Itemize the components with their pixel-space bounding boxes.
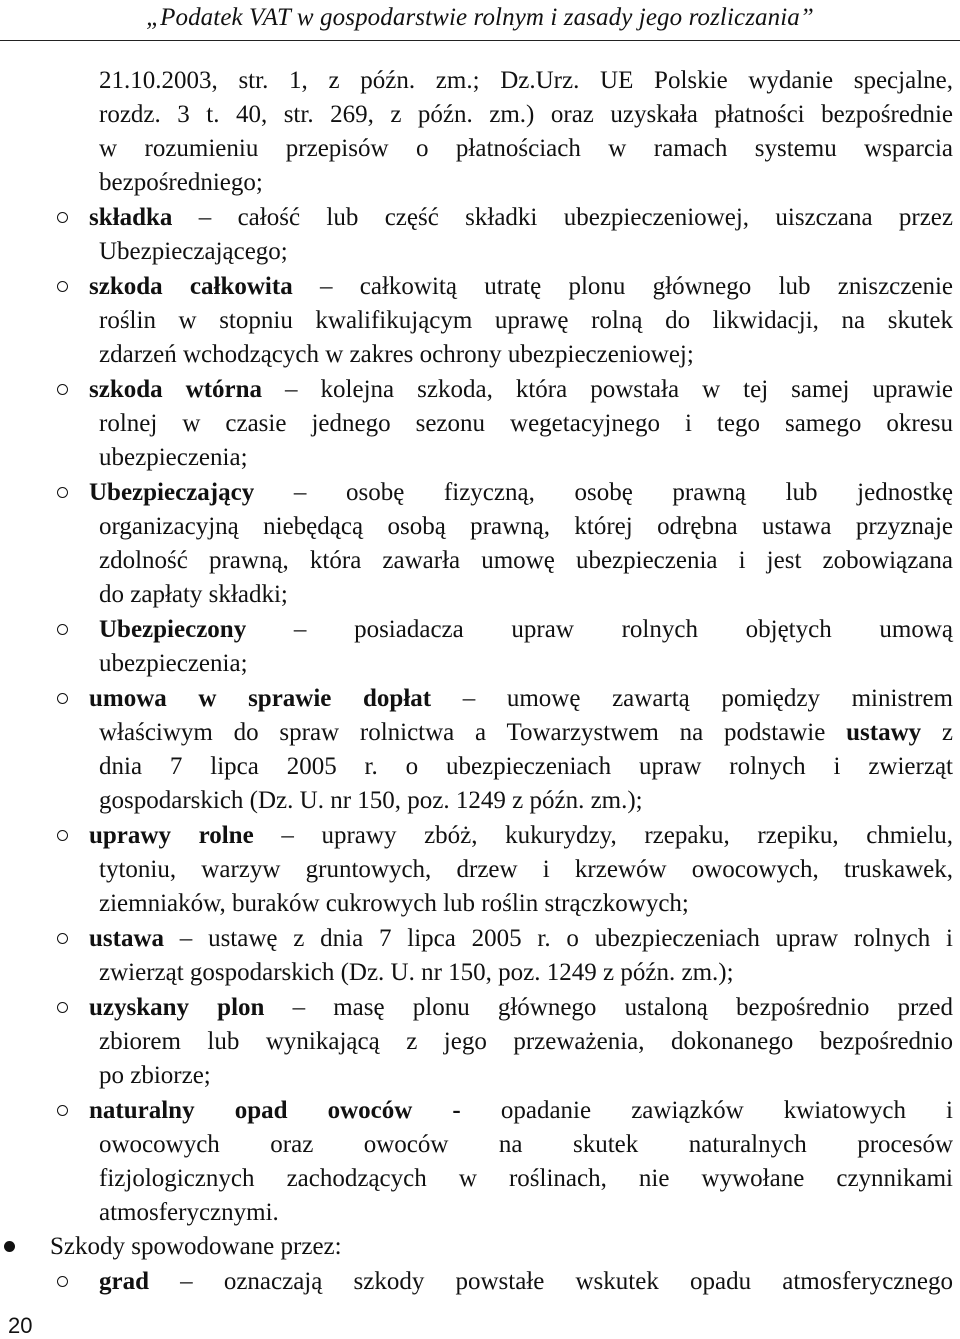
circle-bullet-icon bbox=[57, 1002, 68, 1013]
term: grad bbox=[99, 1268, 149, 1295]
definition-text: – masę plonu głównego ustaloną bezpośrednio przed bbox=[264, 994, 953, 1021]
definition-text: – oznaczają szkody powstałe wskutek opadu atmosferycznego bbox=[149, 1268, 953, 1295]
definition-szkoda-calkowita bbox=[89, 272, 953, 302]
definition-ubezpieczony bbox=[99, 615, 953, 645]
text-line: ziemniaków, buraków cukrowych lub roślin strączkowych; bbox=[99, 890, 689, 917]
text-line: zdarzeń wchodzących w zakres ochrony ubezpieczeniowej; bbox=[99, 341, 694, 368]
term: uzyskany plon bbox=[89, 994, 265, 1021]
text-line: gospodarskich (Dz. U. nr 150, poz. 1249 z późn. zm.); bbox=[99, 787, 643, 814]
text-line: zdolność prawną, która zawarła umowę ubezpieczenia i jest zobowiązana bbox=[99, 547, 953, 574]
term: szkoda całkowita bbox=[89, 273, 293, 300]
text-line: roślin w stopniu kwalifikującym uprawę rolną do likwidacji, na skutek bbox=[99, 307, 953, 334]
definition-uzyskany-plon bbox=[89, 993, 953, 1023]
circle-bullet-icon bbox=[57, 487, 68, 498]
definition-naturalny-opad bbox=[89, 1096, 953, 1126]
definition-umowa bbox=[89, 684, 953, 714]
text-line: dnia 7 lipca 2005 r. o ubezpieczeniach upraw rolnych i zwierząt bbox=[99, 753, 953, 780]
section-heading: Szkody spowodowane przez: bbox=[50, 1233, 342, 1260]
circle-bullet-icon bbox=[57, 281, 68, 292]
text-segment: z bbox=[921, 719, 953, 746]
term: składka bbox=[89, 204, 173, 231]
term-ustawy: ustawy bbox=[846, 719, 922, 746]
term: uprawy rolne bbox=[89, 822, 254, 849]
definition-skladka bbox=[89, 203, 953, 233]
definition-text: – umowę zawartą pomiędzy ministrem bbox=[431, 685, 953, 712]
circle-bullet-icon bbox=[57, 212, 68, 223]
definition-text: – całkowitą utratę plonu głównego lub zniszczenie bbox=[292, 273, 954, 300]
text-segment: właściwym do spraw rolnictwa a Towarzystwem na podstawie bbox=[99, 719, 847, 746]
circle-bullet-icon bbox=[57, 624, 68, 635]
circle-bullet-icon bbox=[57, 830, 68, 841]
text-line: Ubezpieczającego; bbox=[99, 238, 288, 265]
bullet-icon bbox=[4, 1241, 15, 1252]
text-line: 21.10.2003, str. 1, z późn. zm.; Dz.Urz. UE Polskie wydanie specjalne, bbox=[99, 67, 953, 94]
text-line bbox=[99, 718, 953, 748]
term: ustawa bbox=[89, 925, 165, 952]
text-line: fizjologicznych zachodzących w roślinach, nie wywołane czynnikami bbox=[99, 1165, 953, 1192]
header-title: „Podatek VAT w gospodarstwie rolnym i zasady jego rozliczania” bbox=[146, 4, 814, 31]
page-header bbox=[0, 0, 960, 41]
definition-uprawy-rolne bbox=[89, 821, 953, 851]
text-line: bezpośredniego; bbox=[99, 169, 263, 196]
term: Ubezpieczający bbox=[89, 479, 255, 506]
definition-ubezpieczajacy bbox=[89, 478, 953, 508]
text-line: po zbiorze; bbox=[99, 1062, 211, 1089]
circle-bullet-icon bbox=[57, 384, 68, 395]
text-line: zwierząt gospodarskich (Dz. U. nr 150, poz. 1249 z późn. zm.); bbox=[99, 959, 734, 986]
text-line: w rozumieniu przepisów o płatnościach w ramach systemu wsparcia bbox=[99, 135, 953, 162]
text-line: zbiorem lub wynikającą z jego przeważenia, dokonanego bezpośrednio bbox=[99, 1028, 953, 1055]
circle-bullet-icon bbox=[57, 1105, 68, 1116]
text-line: rozdz. 3 t. 40, str. 269, z późn. zm.) oraz uzyskała płatności bezpośrednie bbox=[99, 101, 953, 128]
term: Ubezpieczony bbox=[99, 616, 247, 643]
term: umowa w sprawie dopłat bbox=[89, 685, 432, 712]
definition-text: – całość lub część składki ubezpieczeniowej, uiszczana przez bbox=[172, 204, 953, 231]
definition-text: – ustawę z dnia 7 lipca 2005 r. o ubezpieczeniach upraw rolnych i bbox=[164, 925, 953, 952]
circle-bullet-icon bbox=[57, 693, 68, 704]
text-line: ubezpieczenia; bbox=[99, 444, 248, 471]
circle-bullet-icon bbox=[57, 1276, 68, 1287]
text-line: organizacyjną niebędącą osobą prawną, której odrębna ustawa przyznaje bbox=[99, 513, 953, 540]
text-line: ubezpieczenia; bbox=[99, 650, 248, 677]
text-line: atmosferycznymi. bbox=[99, 1199, 279, 1226]
circle-bullet-icon bbox=[57, 933, 68, 944]
text-line: do zapłaty składki; bbox=[99, 581, 288, 608]
page-number: 20 bbox=[8, 1313, 33, 1338]
term: szkoda wtórna bbox=[89, 376, 263, 403]
text-line: owocowych oraz owoców na skutek naturalnych procesów bbox=[99, 1131, 953, 1158]
definition-text: – kolejna szkoda, która powstała w tej samej uprawie bbox=[262, 376, 953, 403]
definition-text: – posiadacza upraw rolnych objętych umową bbox=[246, 616, 953, 643]
definition-szkoda-wtorna bbox=[89, 375, 953, 405]
definition-text: – uprawy zbóż, kukurydzy, rzepaku, rzepiku, chmielu, bbox=[253, 822, 953, 849]
text-line: tytoniu, warzyw gruntowych, drzew i krzewów owocowych, truskawek, bbox=[99, 856, 953, 883]
definition-grad bbox=[99, 1267, 953, 1297]
text-line: rolnej w czasie jednego sezonu wegetacyjnego i tego samego okresu bbox=[99, 410, 953, 437]
definition-text: – osobę fizyczną, osobę prawną lub jednostkę bbox=[254, 479, 953, 506]
term: naturalny opad owoców - bbox=[89, 1097, 461, 1124]
definition-text: opadanie zawiązków kwiatowych i bbox=[460, 1097, 953, 1124]
definition-ustawa bbox=[89, 924, 953, 954]
